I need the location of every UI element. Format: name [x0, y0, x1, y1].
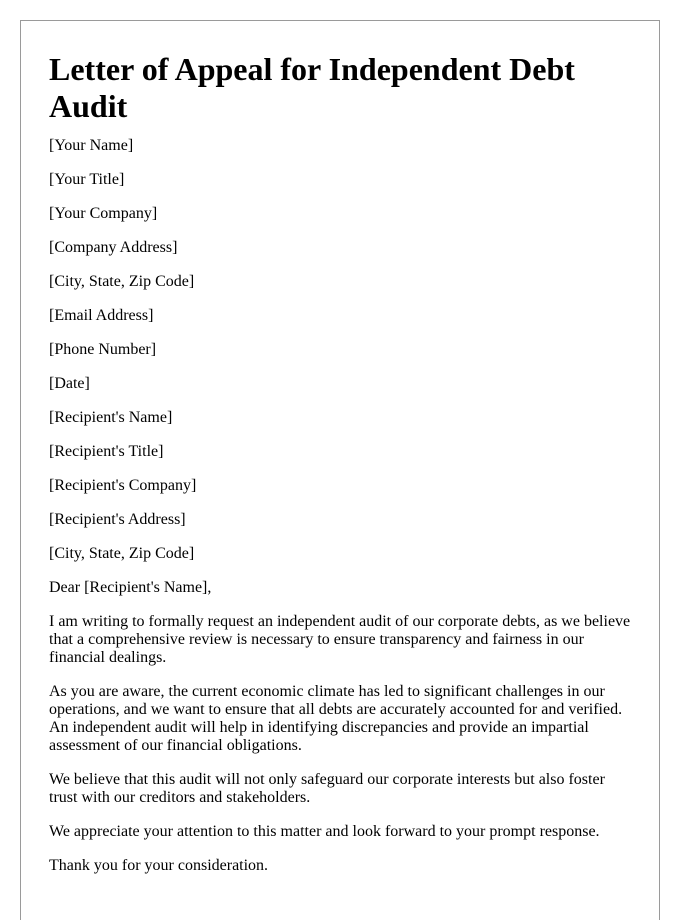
sender-phone: [Phone Number]	[49, 341, 157, 358]
sender-title: [Your Title]	[49, 171, 125, 188]
letter-title: Letter of Appeal for Independent Debt Audit	[49, 51, 575, 124]
body-paragraph-2: As you are aware, the current economic climate has led to significant challenges in our operations, and we want to ensure that all debts are accurately accounted for and verified. An independent audit will help in identifying discrepancies and provide an impartial assessment of our financial obligations.	[49, 683, 623, 754]
salutation: Dear [Recipient's Name],	[49, 579, 212, 596]
body-paragraph-3: We believe that this audit will not only safeguard our corporate interests but also foster trust with our creditors and stakeholders.	[49, 771, 605, 806]
recipient-city-state-zip: [City, State, Zip Code]	[49, 545, 195, 562]
recipient-company: [Recipient's Company]	[49, 477, 197, 494]
body-paragraph-1: I am writing to formally request an independent audit of our corporate debts, as we believe that a comprehensive review is necessary to ensure transparency and fairness in our financial dealings.	[49, 613, 631, 666]
recipient-title: [Recipient's Title]	[49, 443, 164, 460]
letter-page	[20, 20, 660, 920]
letter-date: [Date]	[49, 375, 90, 392]
body-paragraph-4: We appreciate your attention to this matter and look forward to your prompt response.	[49, 823, 600, 840]
recipient-name: [Recipient's Name]	[49, 409, 173, 426]
closing-line: Thank you for your consideration.	[49, 857, 269, 874]
sender-email: [Email Address]	[49, 307, 154, 324]
sender-company: [Your Company]	[49, 205, 158, 222]
sender-city-state-zip: [City, State, Zip Code]	[49, 273, 195, 290]
recipient-address: [Recipient's Address]	[49, 511, 186, 528]
sender-address: [Company Address]	[49, 239, 178, 256]
sender-name: [Your Name]	[49, 137, 134, 154]
